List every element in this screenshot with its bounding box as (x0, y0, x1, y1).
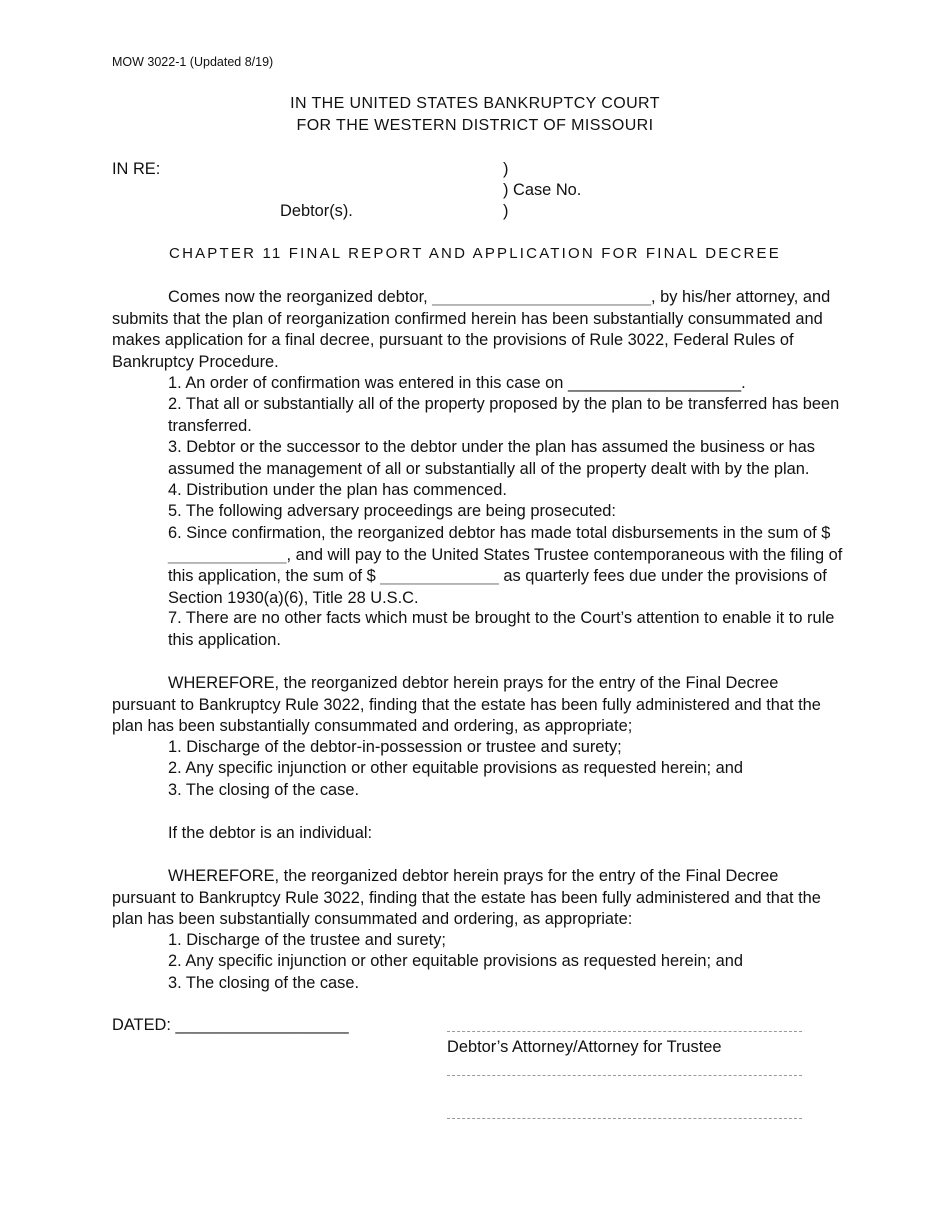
individual-note: If the debtor is an individual: (168, 824, 373, 842)
list-item: 1. An order of confirmation was entered in this case on ___________________. (168, 374, 746, 392)
form-id: MOW 3022-1 (Updated 8/19) (112, 55, 274, 69)
list-item: 3. Debtor or the successor to the debtor under the plan has assumed the business or has assumed the management of all or substantially all of the property dealt with by the plan. (168, 438, 815, 478)
list-item: 3. The closing of the case. (168, 974, 360, 992)
list-item (168, 523, 848, 609)
debtor-label: Debtor(s). (280, 202, 353, 220)
in-re-label: IN RE: (112, 160, 161, 178)
case-no-label: ) Case No. (503, 181, 582, 199)
document-title: CHAPTER 11 FINAL REPORT AND APPLICATION FOR FINAL DECREE (169, 245, 781, 262)
fees-blank: _____________ (380, 567, 499, 585)
signature-line (447, 1031, 802, 1032)
intro-paragraph (112, 287, 842, 373)
dated-field: DATED: ___________________ (112, 1016, 349, 1034)
list-item: 4. Distribution under the plan has commenced. (168, 481, 507, 499)
list-item: 2. Any specific injunction or other equitable provisions as requested herein; and (168, 952, 743, 970)
caption-paren: ) (503, 202, 509, 220)
item6-part2: , and will pay to the United States Trustee contemporaneous with the filing of this application, the sum of $ (168, 545, 843, 585)
item6-part1: 6. Since confirmation, the reorganized debtor has made total disbursements in the sum of $ (168, 524, 831, 542)
list-item: 1. Discharge of the trustee and surety; (168, 931, 446, 949)
list-item: 2. Any specific injunction or other equitable provisions as requested herein; and (168, 759, 743, 777)
debtor-name-blank: ________________________ (432, 288, 652, 306)
list-item: 7. There are no other facts which must be brought to the Court’s attention to enable it to rule this application. (168, 609, 835, 649)
intro-suffix: , by his/her attorney, and submits that the plan of reorganization confirmed herein has been substantially consummated and makes application for a final decree, pursuant to the provisions of Rule 3022, Federal Rules of Bankruptcy Procedure. (112, 288, 831, 371)
disbursements-blank: _____________ (168, 545, 287, 564)
wherefore-paragraph: WHEREFORE, the reorganized debtor herein prays for the entry of the Final Decree pursuant to Bankruptcy Rule 3022, finding that the estate has been fully administered and that the plan has been substantially consummated and ordering, as appropriate: (112, 867, 821, 928)
court-district: FOR THE WESTERN DISTRICT OF MISSOURI (296, 117, 654, 134)
signature-line (447, 1075, 802, 1076)
court-name: IN THE UNITED STATES BANKRUPTCY COURT (290, 95, 660, 112)
list-item: 3. The closing of the case. (168, 781, 360, 799)
wherefore-paragraph: WHEREFORE, the reorganized debtor herein prays for the entry of the Final Decree pursuant to Bankruptcy Rule 3022, finding that the estate has been fully administered and that the plan has been substantially consummated and ordering, as appropriate; (112, 674, 821, 735)
caption-paren: ) (503, 160, 509, 178)
list-item: 1. Discharge of the debtor-in-possession or trustee and surety; (168, 738, 622, 756)
signature-line (447, 1118, 802, 1119)
intro-prefix: Comes now the reorganized debtor, (168, 288, 433, 306)
list-item: 5. The following adversary proceedings are being prosecuted: (168, 502, 616, 520)
list-item: 2. That all or substantially all of the property proposed by the plan to be transferred has been transferred. (168, 395, 840, 435)
signature-label: Debtor’s Attorney/Attorney for Trustee (447, 1038, 722, 1056)
item6-part3: as quarterly fees due under the provisions of Section 1930(a)(6), Title 28 U.S.C. (168, 567, 827, 607)
